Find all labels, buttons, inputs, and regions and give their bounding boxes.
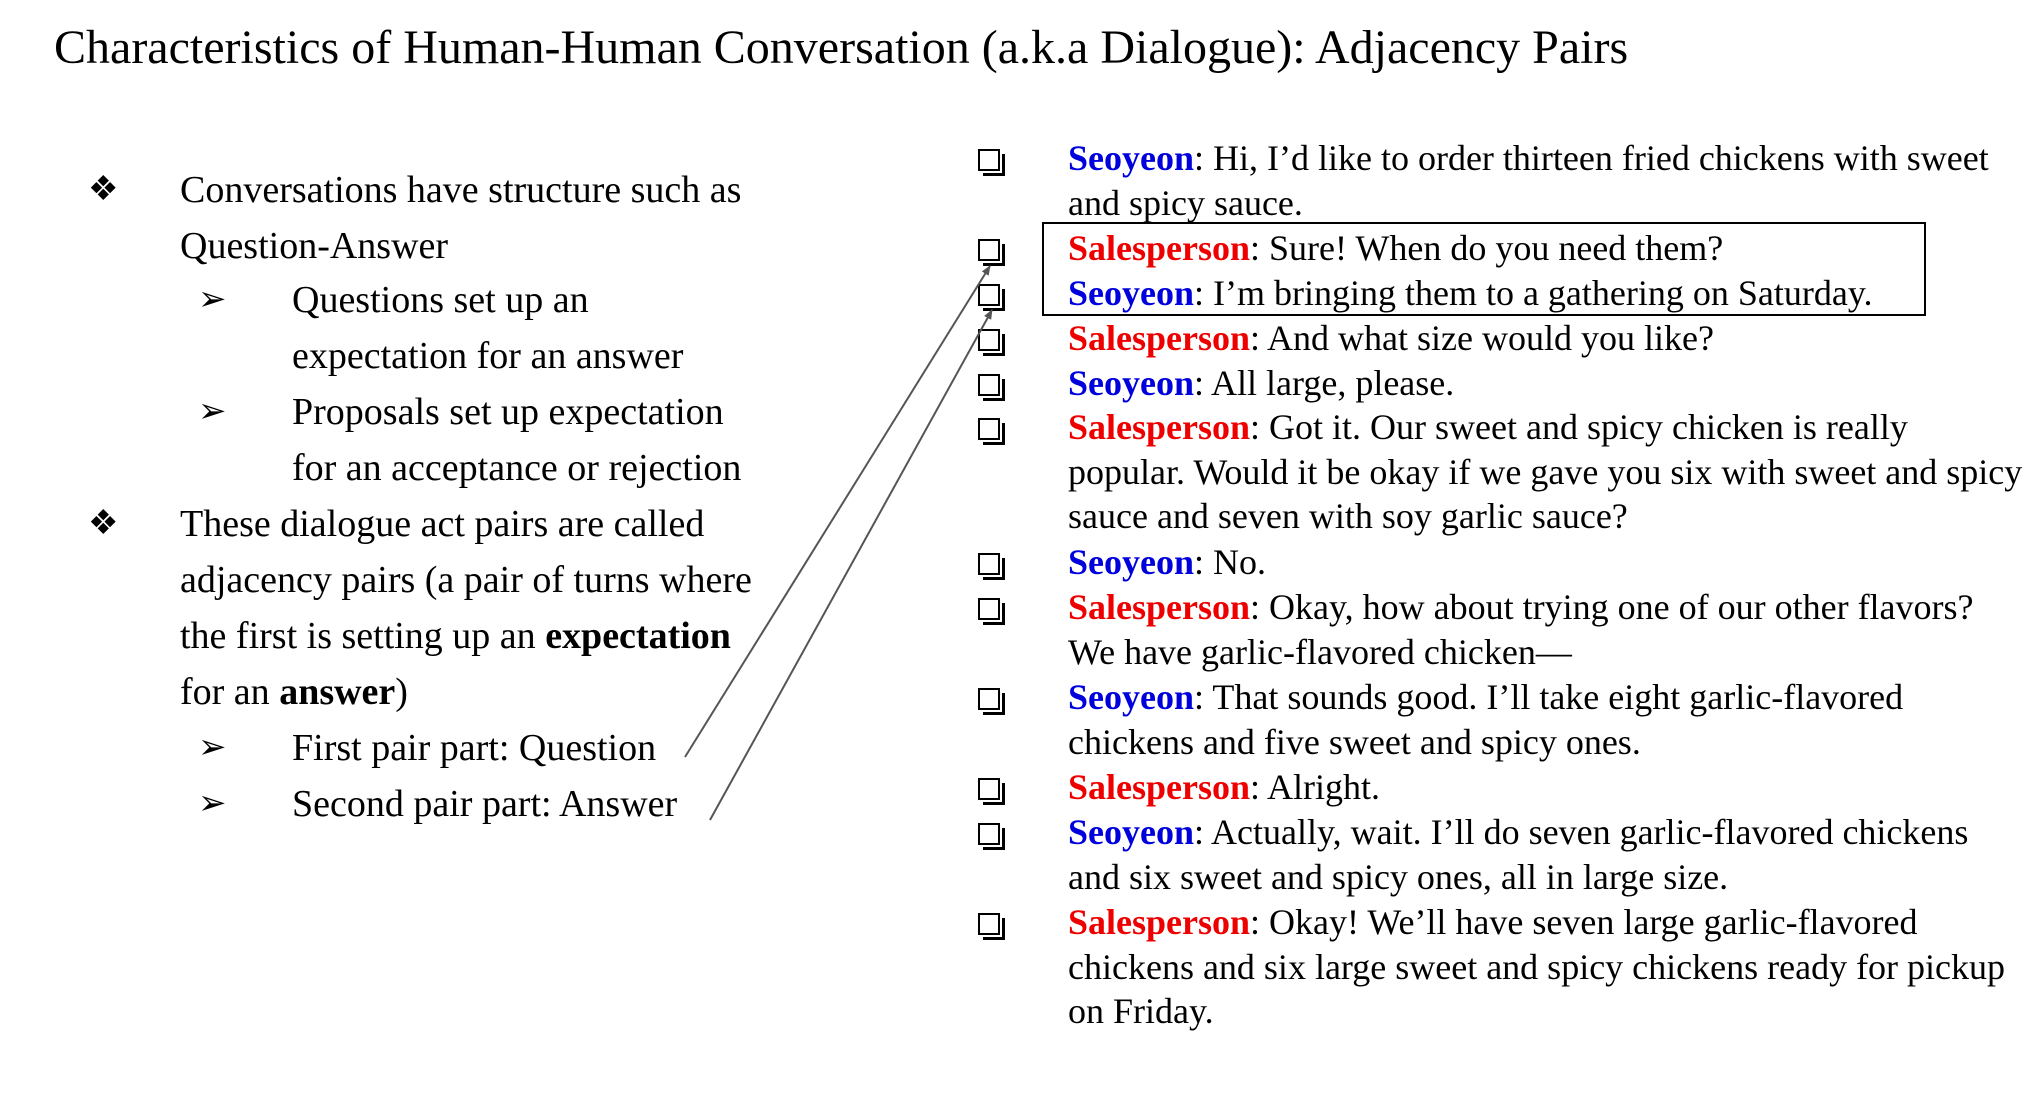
arrowhead-icon: ➢ — [198, 785, 227, 822]
dialogue-turn: Salesperson: Okay! We’ll have seven large garlic-flavored chickens and six large sweet and spicy chickens ready for pickup on Friday. — [1068, 902, 2006, 1032]
arrow-first-pair-part — [685, 266, 990, 757]
dialogue-turn: Seoyeon: I’m bringing them to a gathering on Saturday. — [1068, 273, 1873, 313]
dialogue-turn: Seoyeon: That sounds good. I’ll take eight garlic-flavored chickens and five sweet and spicy ones. — [1068, 677, 1904, 762]
sub-bullet-1a-line-1: Questions set up an — [292, 279, 589, 321]
dialogue-turn: Seoyeon: No. — [1068, 542, 1266, 582]
diamond-cluster-icon: ❖ — [88, 505, 119, 542]
diamond-cluster-icon: ❖ — [88, 171, 119, 208]
bullet-1-line-2: Question-Answer — [180, 225, 449, 267]
dialogue-turn: Salesperson: Okay, how about trying one of our other flavors? We have garlic-flavored chicken— — [1068, 587, 1974, 672]
sub-bullet-1a-line-2: expectation for an answer — [292, 335, 684, 377]
dialogue-turn: Salesperson: Alright. — [1068, 767, 1381, 807]
dialogue-turn: Salesperson: Got it. Our sweet and spicy chicken is really popular. Would it be okay if we gave you six with sweet and spicy sauce and seven with soy garlic sauce? — [1068, 407, 2023, 537]
bullet-1-line-1: Conversations have structure such as — [180, 169, 742, 211]
dialogue-turn: Seoyeon: All large, please. — [1068, 363, 1455, 403]
sub-bullet-2b: Second pair part: Answer — [292, 783, 678, 825]
bold-answer: answer — [279, 671, 396, 713]
dialogue-turn: Seoyeon: Actually, wait. I’ll do seven garlic-flavored chickens and six sweet and spicy ones, all in large size. — [1068, 812, 1969, 897]
slide-title: Characteristics of Human-Human Conversation (a.k.a Dialogue): Adjacency Pairs — [54, 21, 1629, 74]
arrowhead-icon: ➢ — [198, 281, 227, 318]
sub-bullet-1b-line-2: for an acceptance or rejection — [292, 447, 742, 489]
arrow-second-pair-part — [710, 310, 992, 820]
dialogue-turn: Salesperson: And what size would you like? — [1068, 318, 1714, 358]
dialogue-turn: Seoyeon: Hi, I’d like to order thirteen fried chickens with sweet and spicy sauce. — [1068, 138, 1989, 223]
arrowhead-icon: ➢ — [198, 729, 227, 766]
bullet-2-line-4: for an answer) — [180, 671, 408, 713]
bold-expectation: expectation — [545, 615, 731, 657]
sub-bullet-1b-line-1: Proposals set up expectation — [292, 391, 724, 433]
arrowhead-icon: ➢ — [198, 393, 227, 430]
dialogue-turn: Salesperson: Sure! When do you need them? — [1068, 228, 1724, 268]
bullet-2-line-2: adjacency pairs (a pair of turns where — [180, 559, 752, 601]
sub-bullet-2a: First pair part: Question — [292, 727, 657, 769]
bullet-2-line-1: These dialogue act pairs are called — [180, 503, 705, 545]
bullet-2-line-3: the first is setting up an expectation — [180, 615, 731, 657]
